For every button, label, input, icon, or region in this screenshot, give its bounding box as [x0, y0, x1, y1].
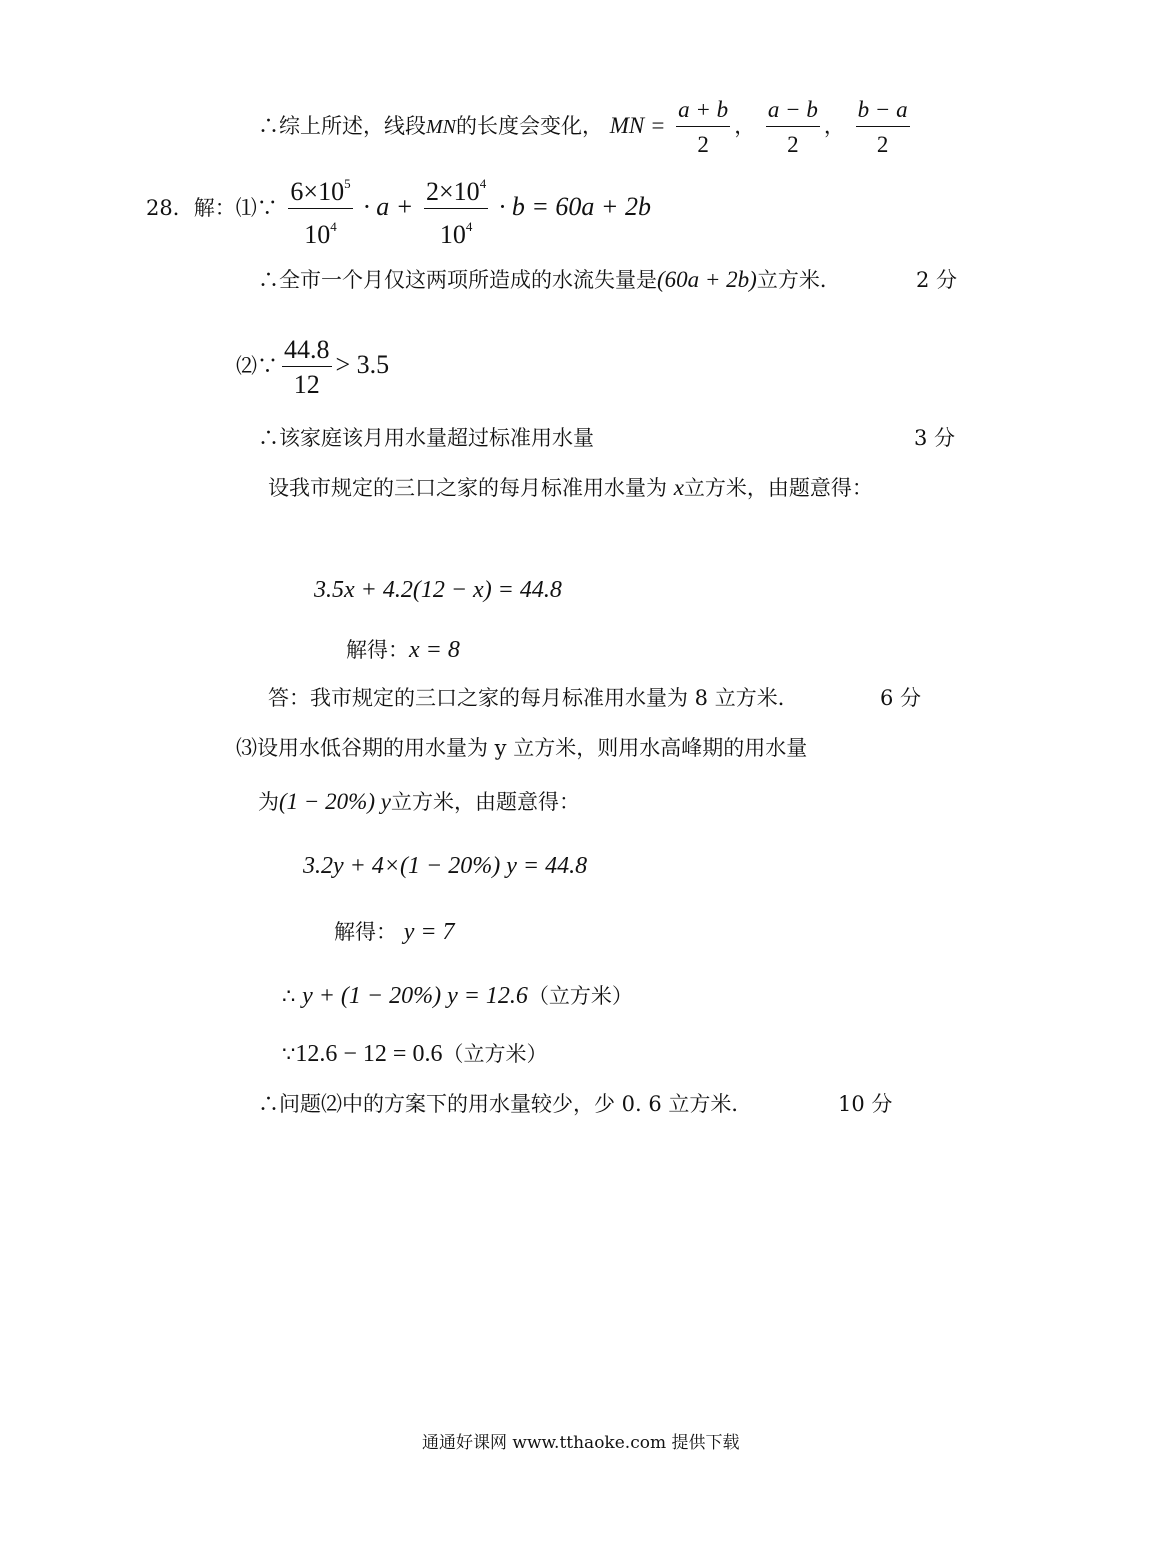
- assume-suffix: 立方米，由题意得：: [683, 476, 873, 500]
- solve-x-line: [346, 636, 460, 664]
- summary-suffix: 的长度会变化，: [456, 114, 603, 138]
- unit-label: （立方米）: [442, 1042, 548, 1066]
- fraction-numerator: a + b: [676, 96, 730, 127]
- exceeds-line: ∴该家庭该月用水量超过标准用水量: [258, 426, 594, 450]
- water-loss-expression: (60a + 2b): [657, 267, 757, 292]
- fraction-a-plus-b: [676, 96, 730, 159]
- score-10: 10 分: [838, 1092, 893, 1116]
- therefore-symbol: ∴: [282, 984, 296, 1008]
- total-usage-line: [282, 982, 633, 1010]
- fraction-denominator: 12: [293, 370, 320, 399]
- fraction-b-minus-a: [856, 96, 910, 159]
- part2-prefix: ⑵∵: [236, 354, 278, 378]
- denominator-exponent: 4: [330, 219, 337, 234]
- fraction-44-8-over-12: [282, 336, 332, 399]
- footer-text: 通通好课网 www.tthaoke.com 提供下载: [422, 1433, 740, 1453]
- total-usage-equation: y + (1 − 20%) y = 12.6: [302, 983, 528, 1009]
- segment-name: MN: [426, 116, 456, 138]
- fraction-denominator: 2: [787, 132, 799, 157]
- peak-prefix: 为: [258, 790, 279, 814]
- fraction-numerator: b − a: [856, 96, 910, 127]
- water-loss-line: [258, 266, 841, 294]
- solve-prefix: 解得：: [334, 920, 397, 944]
- peak-usage-line: [258, 788, 580, 816]
- difference-line: [282, 1040, 547, 1068]
- separator: ，: [734, 114, 756, 138]
- denominator-base: 10: [304, 220, 331, 249]
- fraction-denominator: 2: [697, 132, 709, 157]
- fraction-numerator: a − b: [766, 96, 820, 127]
- fraction-6e5-over-1e4: [288, 170, 352, 249]
- part3-line: ⑶设用水低谷期的用水量为 y 立方米，则用水高峰期的用水量: [236, 736, 808, 760]
- score-3: 3 分: [914, 426, 956, 450]
- numerator-base: 6×10: [290, 177, 345, 206]
- solve-prefix: 解得：: [346, 638, 409, 662]
- denominator-base: 10: [439, 220, 466, 249]
- variable-x: x: [673, 475, 684, 500]
- fraction-a-minus-b: [766, 96, 820, 159]
- numerator-base: 2×10: [426, 177, 480, 206]
- solve-y-line: [334, 918, 455, 946]
- conclusion-line: ∴问题⑵中的方案下的用水量较少，少 0. 6 立方米．: [258, 1092, 753, 1116]
- assume-x-line: [268, 474, 873, 502]
- summary-line: [258, 96, 914, 159]
- q28-part1-line: [146, 170, 651, 249]
- result-expression: · b = 60a + 2b: [498, 192, 651, 221]
- solution-y: y = 7: [403, 919, 455, 945]
- part2-line: [236, 336, 389, 399]
- unit-label: （立方米）: [527, 984, 633, 1008]
- because-symbol: ∵: [282, 1042, 296, 1066]
- water-loss-suffix: 立方米．: [756, 268, 841, 292]
- denominator-exponent: 4: [465, 219, 473, 234]
- peak-expression: (1 − 20%) y: [279, 789, 391, 814]
- middle-term: · a +: [363, 192, 414, 221]
- answer-line: 答：我市规定的三口之家的每月标准用水量为 8 立方米．: [268, 686, 799, 710]
- equation-x: 3.5x + 4.2(12 − x) = 44.8: [314, 577, 562, 603]
- score-6: 6 分: [880, 686, 922, 710]
- fraction-numerator: 44.8: [282, 336, 332, 367]
- numerator-exponent: 4: [479, 176, 487, 191]
- fraction-denominator: 2: [876, 132, 889, 157]
- separator: ，: [823, 114, 845, 138]
- equation-y: 3.2y + 4×(1 − 20%) y = 44.8: [303, 853, 588, 879]
- peak-suffix: 立方米，由题意得：: [390, 790, 580, 814]
- assume-prefix: 设我市规定的三口之家的每月标准用水量为: [268, 476, 667, 500]
- numerator-exponent: 5: [344, 176, 351, 191]
- solution-x: x = 8: [409, 637, 460, 663]
- score-2: 2 分: [916, 268, 958, 292]
- mn-lhs: MN =: [609, 113, 666, 138]
- difference-equation: 12.6 − 12 = 0.6: [295, 1041, 443, 1067]
- q28-label: 28．解：⑴∵: [146, 196, 278, 220]
- water-loss-prefix: ∴全市一个月仅这两项所造成的水流失量是: [258, 268, 657, 292]
- comparison: > 3.5: [335, 350, 390, 379]
- fraction-2e4-over-1e4: [424, 170, 488, 249]
- summary-prefix: ∴综上所述，线段: [258, 114, 426, 138]
